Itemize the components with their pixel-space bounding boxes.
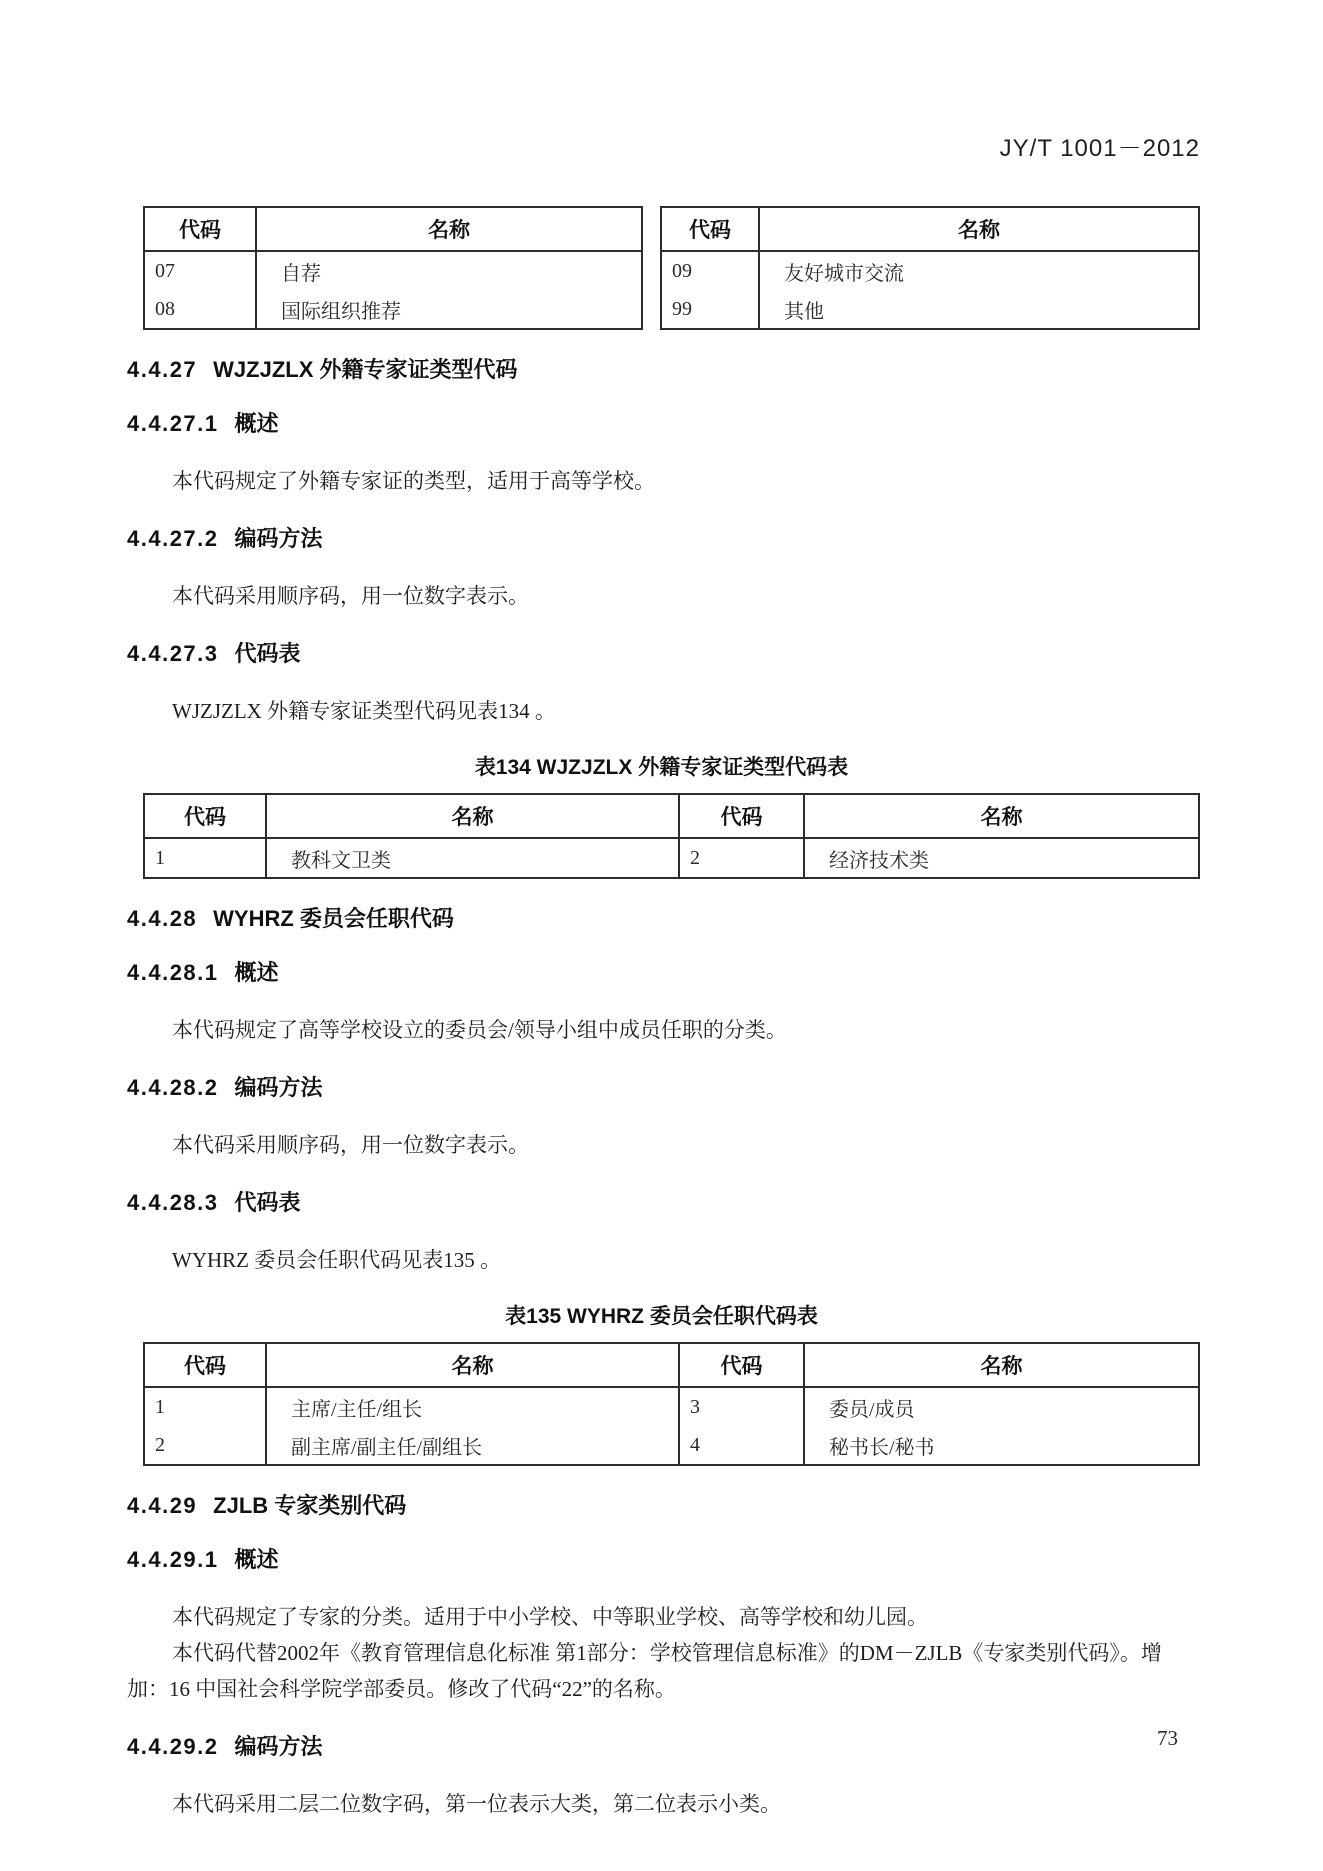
code-cell: 1 [155,1395,165,1418]
subsection-number: 4.4.28.2 [127,1075,219,1100]
name-cell: 国际组织推荐 [256,290,642,329]
subsection-title: 代码表 [234,1190,301,1215]
continuation-table-right [660,206,1200,330]
col-header-code: 代码 [679,794,804,838]
table-134 [143,793,1200,879]
code-cell: 1 [155,846,165,869]
subsection-heading-4-4-28-2 [127,1074,1200,1102]
col-header-name: 名称 [804,1343,1199,1387]
name-cell: 秘书长/秘书 [804,1426,1199,1465]
table-header-row [661,207,1199,251]
subsection-heading-4-4-29-1 [127,1546,1200,1574]
subsection-number: 4.4.29.1 [127,1547,219,1572]
table-row [661,290,1199,329]
table-135-caption: 表135 WYHRZ 委员会任职代码表 [505,1305,818,1328]
subsection-title: 概述 [234,960,279,985]
continuation-tables [143,206,1200,330]
doc-code: JY/T 1001－2012 [999,135,1200,162]
section-title: ZJLB 专家类别代码 [213,1493,407,1518]
subsection-heading-4-4-28-3 [127,1189,1200,1217]
subsection-title: 编码方法 [234,1075,323,1100]
code-cell: 09 [672,259,692,282]
col-header-name: 名称 [804,794,1199,838]
section-heading-4-4-27 [127,356,1200,384]
paragraph: 本代码规定了外籍专家证的类型，适用于高等学校。 [172,469,655,493]
section-number: 4.4.28 [127,906,198,931]
paragraph: 本代码采用二层二位数字码，第一位表示大类，第二位表示小类。 [172,1792,781,1816]
subsection-number: 4.4.28.1 [127,960,219,985]
code-cell: 2 [679,838,804,878]
subsection-title: 代码表 [234,641,301,666]
subsection-heading-4-4-27-2 [127,525,1200,553]
subsection-number: 4.4.29.2 [127,1734,219,1759]
code-cell: 07 [155,259,175,282]
name-cell: 副主席/副主任/副组长 [266,1426,679,1465]
table-row [144,838,1199,878]
table-134-caption: 表134 WJZJZLX 外籍专家证类型代码表 [474,756,849,779]
col-header-code: 代码 [679,1343,804,1387]
section-title: WJZJZLX 外籍专家证类型代码 [213,357,518,382]
table-row [661,251,1199,290]
section-heading-4-4-28 [127,905,1200,933]
paragraph: 本代码采用顺序码，用一位数字表示。 [172,1133,529,1157]
subsection-number: 4.4.27.2 [127,526,219,551]
table-row [144,1387,1199,1426]
paragraph: WJZJZLX 外籍专家证类型代码见表134 。 [172,699,556,723]
code-cell: 99 [672,297,692,320]
name-cell: 主席/主任/组长 [266,1387,679,1426]
name-cell: 经济技术类 [804,838,1199,878]
subsection-heading-4-4-27-3 [127,640,1200,668]
page-number: 73 [1157,1726,1178,1750]
table-row [144,290,642,329]
subsection-number: 4.4.27.1 [127,411,219,436]
subsection-title: 概述 [234,411,279,436]
table-row [144,251,642,290]
table-header-row [144,794,1199,838]
paragraph: 本代码采用顺序码，用一位数字表示。 [172,584,529,608]
subsection-title: 概述 [234,1547,279,1572]
name-cell: 教科文卫类 [266,838,679,878]
col-header-code: 代码 [661,207,759,251]
section-number: 4.4.29 [127,1493,198,1518]
name-cell: 委员/成员 [804,1387,1199,1426]
section-title: WYHRZ 委员会任职代码 [213,906,454,931]
col-header-code: 代码 [144,794,266,838]
section-heading-4-4-29 [127,1492,1200,1520]
paragraph: WYHRZ 委员会任职代码见表135 。 [172,1248,501,1272]
code-cell: 4 [679,1426,804,1465]
continuation-table-left [143,206,643,330]
col-header-code: 代码 [144,207,256,251]
subsection-heading-4-4-27-1 [127,410,1200,438]
subsection-heading-4-4-28-1 [127,959,1200,987]
table-header-row [144,207,642,251]
paragraph: 本代码代替2002年《教育管理信息化标准 第1部分：学校管理信息标准》的DM－ZJLB《专家类别代码》。增加：16 中国社会科学院学部委员。修改了代码“22”的名称。 [127,1641,1162,1701]
table-header-row [144,1343,1199,1387]
section-number: 4.4.27 [127,357,198,382]
table-135 [143,1342,1200,1466]
code-cell: 08 [155,297,175,320]
name-cell: 其他 [759,290,1199,329]
subsection-title: 编码方法 [234,526,323,551]
subsection-number: 4.4.28.3 [127,1190,219,1215]
subsection-heading-4-4-29-2 [127,1733,1200,1761]
paragraph: 本代码规定了专家的分类。适用于中小学校、中等职业学校、高等学校和幼儿园。 [172,1605,928,1629]
paragraph: 本代码规定了高等学校设立的委员会/领导小组中成员任职的分类。 [172,1018,787,1042]
name-cell: 友好城市交流 [759,251,1199,290]
col-header-name: 名称 [266,1343,679,1387]
name-cell: 自荐 [256,251,642,290]
code-cell: 2 [155,1433,165,1456]
subsection-title: 编码方法 [234,1734,323,1759]
col-header-name: 名称 [759,207,1199,251]
col-header-name: 名称 [266,794,679,838]
subsection-number: 4.4.27.3 [127,641,219,666]
code-cell: 3 [679,1387,804,1426]
col-header-name: 名称 [256,207,642,251]
table-row [144,1426,1199,1465]
col-header-code: 代码 [144,1343,266,1387]
